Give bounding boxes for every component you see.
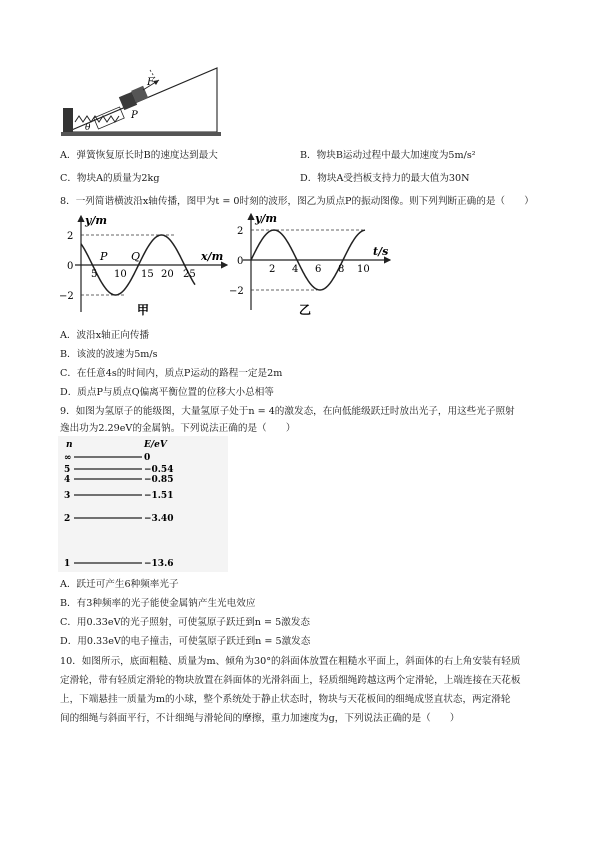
n-header: n <box>66 440 73 450</box>
point-p-label: P <box>131 110 138 121</box>
x-tick-20: 20 <box>161 269 174 280</box>
caption-jia: 甲 <box>137 303 150 317</box>
q10-line1: 10．如图所示，底面粗糙、质量为m、倾角为30°的斜面体放置在粗糙水平面上，斜面体的右上角安装有轻质 <box>60 656 521 667</box>
svg-text:4: 4 <box>64 475 71 485</box>
x-tick-10: 10 <box>114 269 127 280</box>
caption-yi: 乙 <box>299 303 312 317</box>
svg-text:0: 0 <box>144 453 151 463</box>
t-axis-label: t/s <box>373 245 389 258</box>
incline-figure <box>55 60 235 140</box>
y-tick-neg2: −2 <box>229 286 244 297</box>
x-axis-label: x/m <box>201 250 224 263</box>
e-header: E/eV <box>144 440 167 450</box>
theta-label: θ <box>85 123 91 133</box>
y-tick-0: 0 <box>67 261 74 272</box>
t-tick-6: 6 <box>315 264 322 275</box>
y-tick-0: 0 <box>237 256 244 267</box>
y-tick-neg2: −2 <box>59 291 74 302</box>
wave-graph-jia <box>55 210 235 320</box>
q8-option-d: D．质点P与质点Q偏离平衡位置的位移大小总相等 <box>60 387 274 398</box>
q10-line2: 定滑轮，带有轻质定滑轮的物块放置在斜面体的光滑斜面上，轻质细绳跨越这两个定滑轮，上端连接在天花板 <box>60 675 521 686</box>
q9-option-d: D．用0.33eV的电子撞击，可使氢原子跃迁到n = 5激发态 <box>60 636 311 647</box>
point-p: P <box>100 250 108 263</box>
q9-option-a: A．跃迁可产生6种频率光子 <box>60 579 179 590</box>
svg-text:5: 5 <box>64 465 71 475</box>
svg-text:−0.85: −0.85 <box>144 475 174 485</box>
svg-text:−13.6: −13.6 <box>144 559 174 569</box>
svg-text:3: 3 <box>64 491 71 501</box>
q9-stem-line2: 逸出功为2.29eV的金属钠。下列说法正确的是（ ） <box>60 423 296 434</box>
x-tick-25: 25 <box>183 269 196 280</box>
q9-option-c: C．用0.33eV的光子照射，可使氢原子跃迁到n = 5激发态 <box>60 617 311 628</box>
svg-text:−1.51: −1.51 <box>144 491 174 501</box>
x-tick-5: 5 <box>91 269 98 280</box>
q9-stem-line1: 9．如图为氢原子的能级图，大量氢原子处于n = 4的激发态，在向低能级跃迁时放出光子，用这些光子照射 <box>60 406 515 417</box>
q8-option-a: A．波沿x轴正向传播 <box>60 330 150 341</box>
t-tick-4: 4 <box>292 264 299 275</box>
q7-option-b: B．物块B运动过程中最大加速度为5m/s² <box>300 150 476 161</box>
q8-stem: 8．一列简谐横波沿x轴传播，图甲为t = 0时刻的波形，图乙为质点P的振动图像。则下列判断正确的是（ ） <box>60 196 534 207</box>
point-q: Q <box>131 250 141 263</box>
energy-level-diagram <box>58 436 228 572</box>
q7-option-c: C．物块A的质量为2kg <box>60 173 160 184</box>
q7-option-d: D．物块A受挡板支持力的最大值为30N <box>300 173 470 184</box>
svg-text:1: 1 <box>64 559 71 569</box>
y-tick-2: 2 <box>67 231 74 242</box>
svg-text:−3.40: −3.40 <box>144 514 174 524</box>
t-tick-8: 8 <box>338 264 345 275</box>
y-tick-2: 2 <box>237 226 244 237</box>
x-tick-15: 15 <box>141 269 154 280</box>
q8-option-c: C．在任意4s的时间内，质点P运动的路程一定是2m <box>60 368 283 379</box>
y-axis-label: y/m <box>85 214 108 227</box>
svg-text:−0.54: −0.54 <box>144 465 174 475</box>
q10-line3: 上，下端悬挂一质量为m的小球，整个系统处于静止状态时，物块与天花板间的细绳成竖直状态，两定滑轮 <box>60 694 511 705</box>
t-tick-10: 10 <box>357 264 370 275</box>
q7-option-a: A．弹簧恢复原长时B的速度达到最大 <box>60 150 218 161</box>
q8-option-b: B．该波的波速为5m/s <box>60 349 158 360</box>
q9-option-b: B．有3种频率的光子能使金属钠产生光电效应 <box>60 598 256 609</box>
t-tick-2: 2 <box>269 264 276 275</box>
y-axis-label: y/m <box>255 212 278 225</box>
vibration-graph-yi <box>225 210 405 320</box>
force-label: F <box>147 77 154 88</box>
svg-text:2: 2 <box>64 514 71 524</box>
svg-text:∞: ∞ <box>64 453 72 463</box>
q10-line4: 间的细绳与斜面平行，不计细绳与滑轮间的摩擦，重力加速度为g，下列说法正确的是（ ） <box>60 713 460 724</box>
